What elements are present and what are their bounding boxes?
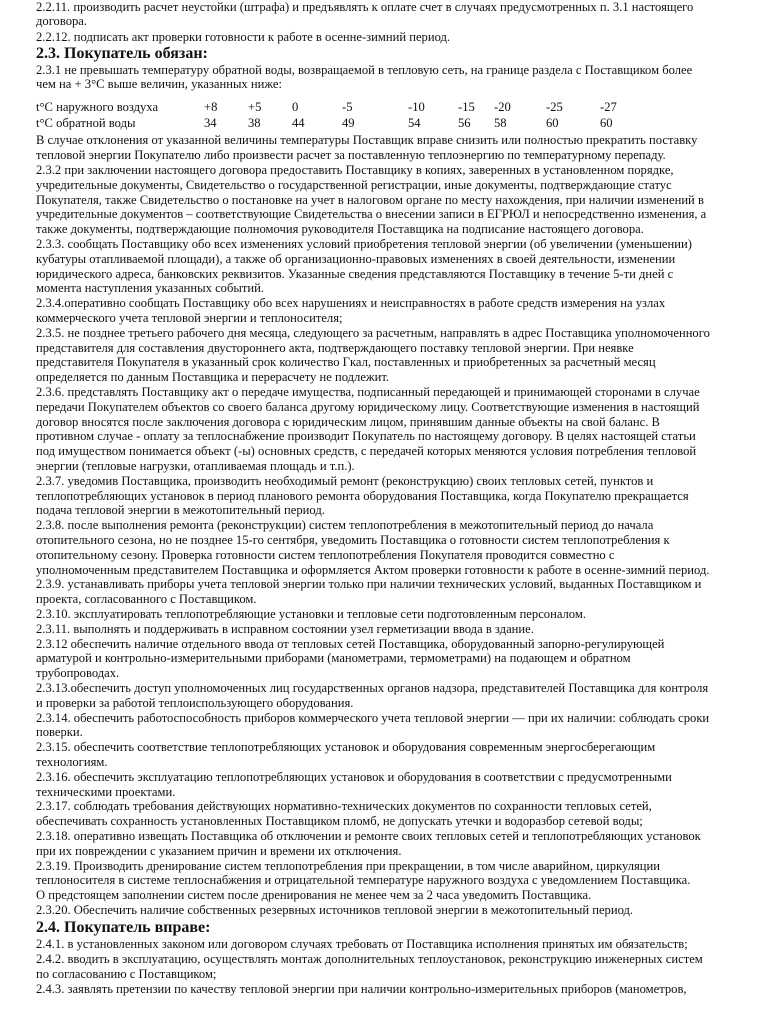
text-line: 2.2.12. подписать акт проверки готовности к работе в осенне-зимний период. — [36, 29, 451, 44]
section-2-3-body — [36, 133, 776, 902]
heading-2-3: 2.3. Покупатель обязан: — [36, 44, 208, 62]
text-line: 2.3.2 при заключении настоящего договора предоставить Поставщику в копиях, заверенных в установленном порядке, — [36, 163, 674, 178]
table-cell: 0 — [292, 100, 299, 115]
table-cell: -5 — [342, 100, 353, 115]
text-line: техническими проектами. — [36, 784, 176, 799]
text-line: обеспечивать сохранность установленных Поставщиком пломб, не допускать утечки и водоразбор сетевой воды; — [36, 814, 643, 829]
text-line: поверки. — [36, 725, 83, 740]
paragraph — [36, 982, 776, 997]
text-line: отопительного сезона, но не позднее 15-го сентября, уведомить Поставщика о готовности систем теплопотребления к — [36, 533, 670, 547]
table-cell: 44 — [292, 116, 305, 131]
text-line: подача тепловой энергии в межотопительный период. — [36, 503, 325, 518]
table-cell: 60 — [600, 116, 613, 131]
text-line: 2.4.2. вводить в эксплуатацию, осуществлять монтаж дополнительных теплоустановок, реконструкцию инженерных систем — [36, 952, 703, 967]
text-line: учредительные документов – соответствующие Свидетельства о внесении записи в ЕГРЮЛ и непосредственно изменения, а — [36, 207, 707, 222]
text-line: 2.3.6. представлять Поставщику акт о передаче имущества, подписанный передающей и принимающей сторонами в случае — [36, 385, 700, 400]
paragraph — [36, 0, 776, 29]
text-line: энергии (тепловые нагрузки, отапливаемая площадь и т.п.). — [36, 459, 355, 474]
text-line: 2.3.8. после выполнения ремонта (реконструкции) систем теплопотребления в межотопительный период до начала — [36, 518, 654, 533]
text-line: технологиям. — [36, 754, 108, 769]
text-line: передачи Покупателем объектов со своего баланса другому юридическому лицу. Соответствующие изменения в настоящий — [36, 399, 700, 414]
text-line: О предстоящем заполнении систем после дренирования не менее чем за 2 часа уведомить Поставщика. — [36, 888, 592, 903]
text-line: 2.3.9. устанавливать приборы учета тепловой энергии только при наличии технических условий, выданных Поставщиком и — [36, 577, 702, 592]
text-line: представителя Покупателя в указанный срок количество Гкал, поставленных и приобретенных за расчетный месяц — [36, 355, 656, 370]
table-cell: +5 — [248, 100, 262, 115]
text-line: 2.3.3. сообщать Поставщику обо всех изменениях условий приобретения тепловой энергии (об увеличении (уменьшении) — [36, 237, 692, 252]
paragraph — [36, 903, 776, 918]
text-line: 2.3.4.оперативно сообщать Поставщику обо всех нарушениях и неисправностях в работе средств измерения на узлах — [36, 296, 666, 311]
paragraph — [36, 30, 776, 44]
table-cell: -27 — [600, 100, 617, 115]
text-line: 2.3.20. Обеспечить наличие собственных резервных источников тепловой энергии в межотопительный период. — [36, 902, 634, 917]
row-label: t°С наружного воздуха — [36, 100, 159, 115]
paragraph — [36, 63, 776, 92]
text-line: 2.3.7. уведомив Поставщика, производить необходимый ремонт (реконструкцию) своих тепловых сетей, пунктов и — [36, 473, 654, 488]
table-cell: +8 — [204, 100, 218, 115]
text-line: юридического адреса, банковских реквизитов. Указанные сведения представляются Поставщику в течение 5-ти дней с — [36, 266, 674, 281]
text-line: В случае отклонения от указанной величины температуры Поставщик вправе снизить или полностью прекратить поставку — [36, 133, 698, 148]
text-line: под имуществом понимается объект (-ы) основных средств, с передачей которых меняются условия потребления тепловой — [36, 444, 697, 459]
text-line: при их повреждении с указанием причин и времени их отключения. — [36, 843, 402, 858]
text-line: 2.2.11. производить расчет неустойки (штрафа) и предъявлять к оплате счет в случаях предусмотренных п. 3.1 настоящего — [36, 0, 694, 14]
table-row — [36, 99, 640, 115]
table-cell: -20 — [494, 100, 511, 115]
text-line: теплопотребляющих установок в период планового ремонта оборудования Поставщика, когда Покупателю прекращается — [36, 488, 689, 503]
text-line: 2.3.18. оперативно извещать Поставщика об отключении и ремонте своих тепловых сетей и теплопотребляющих установок — [36, 828, 701, 843]
text-line: трубопроводах. — [36, 666, 120, 681]
text-line: уполномоченным представителем Поставщика и оформляется Актом проверки готовности к работе в осенне-зимний период. — [36, 562, 710, 577]
text-line: определяется по данным Поставщика и перерасчету не подлежит. — [36, 370, 390, 385]
text-line: момента наступления указанных событий. — [36, 281, 264, 296]
text-line: проекта, согласованного с Поставщиком. — [36, 592, 257, 607]
table-cell: 56 — [458, 116, 471, 131]
temperature-table — [36, 99, 640, 131]
text-line: договор вносятся после заключения договора с юридическим лицом, принявшим данные объекты на свой баланс. В — [36, 414, 660, 429]
table-cell: 49 — [342, 116, 355, 131]
text-line: и проверки за работой теплоиспользующего оборудования. — [36, 695, 354, 710]
text-line: 2.3.1 не превышать температуру обратной воды, возвращаемой в тепловую сеть, на границе раздела с Поставщиком более — [36, 62, 693, 77]
text-line: представителя для составления двустороннего акта, подтверждающего поставку тепловой энергии. При неявке — [36, 340, 634, 355]
text-line: 2.3.5. не позднее третьего рабочего дня месяца, следующего за расчетным, направлять в адрес Поставщика уполномоченного — [36, 325, 710, 340]
text-line: 2.3.10. эксплуатировать теплопотребляющие установки и тепловые сети подготовленным персоналом. — [36, 606, 586, 621]
text-line: отопительному сезону. Проверка готовности систем теплопотребления Покупателя проводится совместно с — [36, 547, 615, 562]
table-cell: -25 — [546, 100, 563, 115]
text-line: 2.4.1. в установленных законом или договором случаях требовать от Поставщика исполнения принятых им обязательств; — [36, 936, 688, 951]
document-page — [36, 0, 776, 998]
heading-2-4: 2.4. Покупатель вправе: — [36, 918, 211, 936]
section-2-2-end — [36, 0, 776, 44]
text-line: 2.3.17. соблюдать требования действующих нормативно-технических документов по сохранности тепловых сетей, — [36, 799, 652, 814]
text-line: 2.3.14. обеспечить работоспособность приборов коммерческого учета тепловой энергии — при их наличии: соблюдать сроки — [36, 710, 710, 725]
text-line: арматурой и контрольно-измерительными приборами (манометрами, термометрами) на подающем и обратном — [36, 651, 631, 666]
text-line: 2.4.3. заявлять претензии по качеству тепловой энергии при наличии контрольно-измерительных приборов (манометров, — [36, 982, 687, 997]
text-line: 2.3.19. Производить дренирование систем теплопотребления при прекращении, в том числе аварийном, циркуляции — [36, 858, 661, 873]
text-line: противном случае - оплату за теплоснабжение производит Покупатель по настоящему договору. В целях настоящей статьи — [36, 429, 696, 444]
paragraph — [36, 952, 776, 981]
table-row — [36, 115, 640, 131]
text-line: 2.3.13.обеспечить доступ уполномоченных лиц государственных органов надзора, представителей Поставщика для контроля — [36, 680, 709, 695]
text-line: 2.3.11. выполнять и поддерживать в исправном состоянии узел герметизации ввода в здание. — [36, 621, 534, 636]
table-cell: 54 — [408, 116, 421, 131]
text-line: теплоносителя в системе теплоснабжения и отрицательной температуре наружного воздуха с уведомлением Поставщика. — [36, 873, 691, 888]
text-line: 2.3.15. обеспечить соответствие теплопотребляющих установок и оборудования современным энергосберегающим — [36, 740, 656, 755]
text-line: 2.3.12 обеспечить наличие отдельного ввода от тепловых сетей Поставщика, оборудованный запорно-регулирующей — [36, 636, 665, 651]
table-cell: -15 — [458, 100, 475, 115]
table-cell: -10 — [408, 100, 425, 115]
paragraph — [36, 937, 776, 952]
text-line: коммерческого учета тепловой энергии и теплоносителя; — [36, 311, 343, 326]
text-line: также документы, подтверждающие полномочия руководителя Поставщика на подписание настоящего договора. — [36, 222, 644, 237]
text-line: чем на + 3°С выше величин, указанных ниже: — [36, 77, 282, 92]
text-line: Покупателя, также Свидетельство о постановке на учет в налоговом органе по месту нахождения, при наличии изменений в — [36, 192, 704, 207]
row-label: t°С обратной воды — [36, 116, 136, 131]
table-cell: 60 — [546, 116, 559, 131]
paragraph — [36, 133, 776, 902]
text-line: по согласованию с Поставщиком; — [36, 966, 217, 981]
text-line: тепловой энергии Покупателю либо произвести расчет за поставленную теплоэнергию по температурному перепаду. — [36, 148, 666, 163]
paragraph-2-3-20 — [36, 903, 776, 918]
table-cell: 34 — [204, 116, 217, 131]
text-line: кубатуры отапливаемой площади), а также об организационно-правовых изменениях в своей деятельности, изменении — [36, 251, 676, 266]
section-2-4-body — [36, 937, 776, 997]
temperature-table-wrap — [36, 99, 776, 131]
text-line: 2.3.16. обеспечить эксплуатацию теплопотребляющих установок и оборудования в соответствии с предусмотренными — [36, 769, 672, 784]
paragraph-2-3-1 — [36, 63, 776, 92]
text-line: учредительные документы, Свидетельство о государственной регистрации, иные документы, подтверждающие статус — [36, 177, 672, 192]
table-cell: 58 — [494, 116, 507, 131]
table-cell: 38 — [248, 116, 261, 131]
text-line: договора. — [36, 14, 88, 29]
